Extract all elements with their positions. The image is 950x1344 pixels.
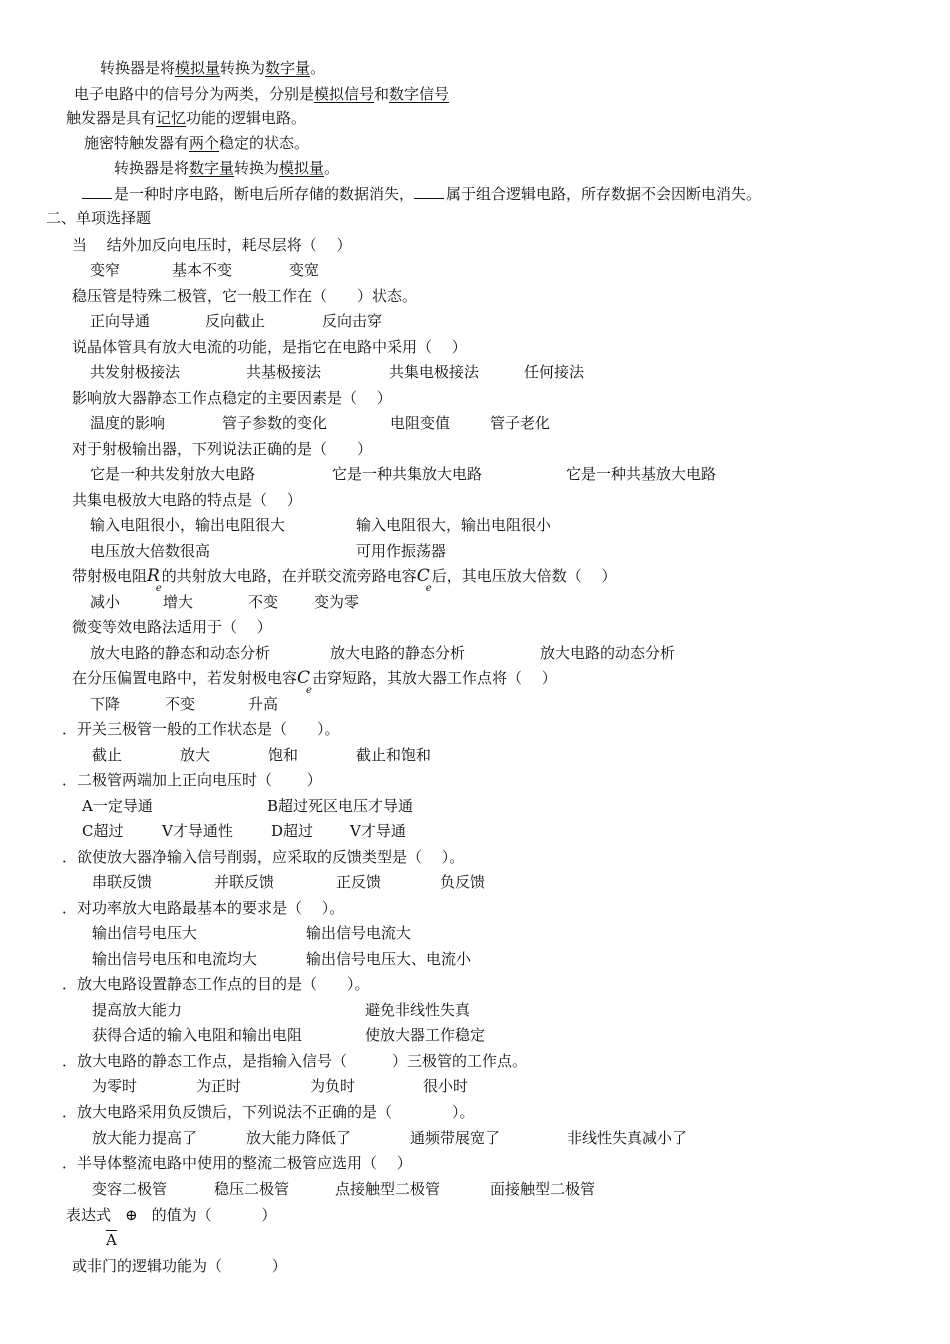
capacitor-symbol: C	[297, 668, 311, 688]
a-bar-symbol: $\overline{A}$	[106, 1231, 117, 1249]
q17-option[interactable]: 变容二极管	[92, 1180, 168, 1198]
q2-option[interactable]: 反向截止	[205, 312, 266, 330]
question-12: ．欲使放大器净输入信号削弱，应采取的反馈类型是（ ）。	[62, 848, 465, 866]
q14-option[interactable]: 使放大器工作稳定	[365, 1026, 486, 1044]
q1-option[interactable]: 基本不变	[172, 261, 233, 279]
answer-blank[interactable]	[82, 184, 112, 199]
q12-option[interactable]: 负反馈	[440, 873, 486, 891]
q3-option[interactable]: 任何接法	[524, 363, 585, 381]
q13-option[interactable]: 输出信号电流大	[306, 924, 412, 942]
q4-option[interactable]: 管子老化	[490, 414, 551, 432]
question-14: ．放大电路设置静态工作点的目的是（ ）。	[62, 975, 370, 993]
q11-option[interactable]: V才导通性	[162, 822, 233, 840]
q15-option[interactable]: 很小时	[423, 1077, 469, 1095]
q10-option[interactable]: 饱和	[268, 746, 299, 764]
q12-option[interactable]: 并联反馈	[214, 873, 275, 891]
q5-option[interactable]: 它是一种共集放大电路	[332, 465, 483, 483]
q1-option[interactable]: 变窄	[90, 261, 121, 279]
question-5: 对于射极输出器，下列说法正确的是（ ）	[72, 440, 373, 458]
q11-option[interactable]: V才导通	[350, 822, 406, 840]
question-10: ．开关三极管一般的工作状态是（ ）。	[62, 720, 340, 738]
q8-option[interactable]: 放大电路的静态分析	[330, 644, 466, 662]
q1-option[interactable]: 变宽	[289, 261, 320, 279]
fill-line-3: 触发器是具有记忆功能的逻辑电路。	[66, 109, 307, 127]
q15-option[interactable]: 为正时	[196, 1077, 242, 1095]
question-18: 表达式 ⊕ 的值为（ ）	[66, 1206, 277, 1224]
fill-line-6: 是一种时序电路，断电后所存储的数据消失， 属于组合逻辑电路，所存数据不会因断电消失。	[82, 184, 761, 204]
q7-option[interactable]: 变为零	[314, 593, 360, 611]
q16-option[interactable]: 放大能力提高了	[92, 1129, 198, 1147]
question-7: 带射极电阻$R_e$的共射放大电路，在并联交流旁路电容$C_e$后，其电压放大倍数（ ）	[72, 566, 617, 594]
fill-line-1: 转换器是将模拟量转换为数字量。	[100, 59, 326, 77]
q11-option[interactable]: A一定导通	[82, 797, 153, 815]
q16-option[interactable]: 非线性失真减小了	[567, 1129, 688, 1147]
q7-option[interactable]: 不变	[248, 593, 279, 611]
q16-option[interactable]: 放大能力降低了	[246, 1129, 352, 1147]
q3-option[interactable]: 共基极接法	[246, 363, 322, 381]
section-title: 二、单项选择题	[46, 209, 152, 227]
q17-option[interactable]: 面接触型二极管	[490, 1180, 596, 1198]
q3-option[interactable]: 共发射极接法	[90, 363, 181, 381]
fill-line-4: 施密特触发器有两个稳定的状态。	[84, 134, 310, 152]
q10-option[interactable]: 放大	[180, 746, 211, 764]
question-19: 或非门的逻辑功能为（ ）	[72, 1257, 287, 1275]
capacitor-symbol: C	[416, 566, 430, 586]
q9-option[interactable]: 不变	[165, 695, 196, 713]
resistor-symbol: R	[147, 566, 160, 586]
q13-option[interactable]: 输出信号电压大	[92, 924, 198, 942]
fill-line-2: 电子电路中的信号分为两类，分别是模拟信号和数字信号	[74, 85, 450, 103]
q8-option[interactable]: 放大电路的动态分析	[540, 644, 676, 662]
q14-option[interactable]: 获得合适的输入电阻和输出电阻	[92, 1026, 303, 1044]
q3-option[interactable]: 共集电极接法	[389, 363, 480, 381]
q17-option[interactable]: 点接触型二极管	[335, 1180, 441, 1198]
q12-option[interactable]: 正反馈	[336, 873, 382, 891]
q15-option[interactable]: 为零时	[92, 1077, 138, 1095]
q4-option[interactable]: 电阻变值	[390, 414, 451, 432]
q5-option[interactable]: 它是一种共基放大电路	[566, 465, 717, 483]
q5-option[interactable]: 它是一种共发射放大电路	[90, 465, 256, 483]
q6-option[interactable]: 可用作振荡器	[356, 542, 447, 560]
q12-option[interactable]: 串联反馈	[92, 873, 153, 891]
question-15: ．放大电路的静态工作点，是指输入信号（ ）三极管的工作点。	[62, 1052, 528, 1070]
q17-option[interactable]: 稳压二极管	[214, 1180, 290, 1198]
question-4: 影响放大器静态工作点稳定的主要因素是（ ）	[72, 389, 392, 407]
answer-blank[interactable]	[414, 184, 444, 199]
q6-option[interactable]: 输入电阻很大，输出电阻很小	[356, 516, 552, 534]
q14-option[interactable]: 提高放大能力	[92, 1001, 183, 1019]
fill-line-5: 转换器是将数字量转换为模拟量。	[114, 159, 340, 177]
q11-option[interactable]: D超过	[271, 822, 314, 840]
q15-option[interactable]: 为负时	[310, 1077, 356, 1095]
xor-operator: ⊕	[125, 1206, 138, 1224]
q6-option[interactable]: 电压放大倍数很高	[90, 542, 211, 560]
q4-option[interactable]: 管子参数的变化	[222, 414, 328, 432]
q9-option[interactable]: 下降	[90, 695, 121, 713]
q10-option[interactable]: 截止和饱和	[356, 746, 432, 764]
q13-option[interactable]: 输出信号电压和电流均大	[92, 950, 258, 968]
q7-option[interactable]: 增大	[163, 593, 194, 611]
question-6: 共集电极放大电路的特点是（ ）	[72, 491, 302, 509]
q8-option[interactable]: 放大电路的静态和动态分析	[90, 644, 271, 662]
q4-option[interactable]: 温度的影响	[90, 414, 166, 432]
q9-option[interactable]: 升高	[248, 695, 279, 713]
q14-option[interactable]: 避免非线性失真	[365, 1001, 471, 1019]
q11-option[interactable]: C超过	[82, 822, 124, 840]
question-11: ．二极管两端加上正向电压时（ ）	[62, 771, 322, 789]
question-9: 在分压偏置电路中，若发射极电容$C_e$击穿短路，其放大器工作点将（ ）	[72, 668, 557, 696]
q16-option[interactable]: 通频带展宽了	[410, 1129, 501, 1147]
question-13: ．对功率放大电路最基本的要求是（ ）。	[62, 899, 345, 917]
q10-option[interactable]: 截止	[92, 746, 123, 764]
q2-option[interactable]: 正向导通	[90, 312, 151, 330]
q6-option[interactable]: 输入电阻很小，输出电阻很大	[90, 516, 286, 534]
question-3: 说晶体管具有放大电流的功能，是指它在电路中采用（ ）	[72, 338, 467, 356]
question-2: 稳压管是特殊二极管，它一般工作在（ ）状态。	[72, 287, 418, 305]
q13-option[interactable]: 输出信号电压大、电流小	[306, 950, 472, 968]
q2-option[interactable]: 反向击穿	[322, 312, 383, 330]
q7-option[interactable]: 减小	[90, 593, 121, 611]
question-17: ．半导体整流电路中使用的整流二极管应选用（ ）	[62, 1154, 412, 1172]
question-1: 当 结外加反向电压时，耗尽层将（ ）	[72, 236, 352, 254]
question-8: 微变等效电路法适用于（ ）	[72, 618, 272, 636]
question-16: ．放大电路采用负反馈后，下列说法不正确的是（ ）。	[62, 1103, 475, 1121]
q11-option[interactable]: B超过死区电压才导通	[267, 797, 414, 815]
